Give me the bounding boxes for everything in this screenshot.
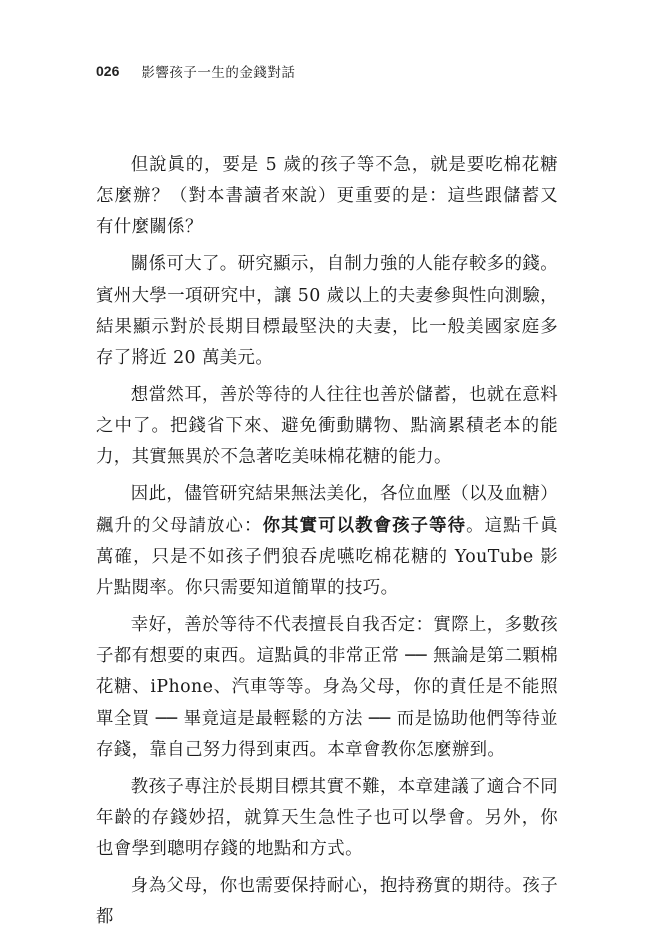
- paragraph-6: 教孩子專注於長期目標其實不難，本章建議了適合不同年齡的存錢妙招，就算天生急性子也可以學會。另外，你也會學到聰明存錢的地點和方式。: [96, 776, 558, 860]
- paragraph-4: [96, 479, 558, 604]
- running-header: [96, 60, 576, 82]
- paragraph-1: 但說眞的，要是 5 歲的孩子等不急，就是要吃棉花糖怎麼辦？（對本書讀者來說）更重要的是：這些跟儲蓄又有什麼關係？: [96, 155, 558, 238]
- paragraph-4-lead: 因此，儘管研究結果無法美化，各位血壓（以及血糖）飆升的父母請放心：: [96, 484, 558, 536]
- paragraph-4-tail: 。這點千眞萬確，只是不如孩子們狼吞虎嚥吃棉花糖的 YouTube 影片點閱率。你只需要知道簡單的技巧。: [96, 515, 558, 599]
- page-number: 026: [96, 63, 120, 79]
- paragraph-3: 想當然耳，善於等待的人往往也善於儲蓄，也就在意料之中了。把錢省下來、避免衝動購物、點滴累積老本的能力，其實無異於不急著吃美味棉花糖的能力。: [96, 385, 558, 468]
- paragraph-7: 身為父母，你也需要保持耐心，抱持務實的期待。孩子都: [96, 876, 558, 928]
- book-title: 影響孩子一生的金錢對話: [141, 65, 296, 81]
- body-text: [96, 150, 558, 934]
- emphasized-statement: 你其實可以教會孩子等待: [262, 515, 467, 536]
- paragraph-5: 幸好，善於等待不代表擅長自我否定：實際上，多數孩子都有想要的東西。這點眞的非常正常 ── 無論是第二顆棉花糖、iPhone、汽車等等。身為父母，你的責任是不能照單全買 ── 畢竟這是最輕鬆的方法 ── 而是協助他們等待並存錢，靠自己努力得到東西。本章會教你怎麼辦到。: [96, 615, 558, 760]
- paragraph-2: 關係可大了。研究顯示，自制力強的人能存較多的錢。賓州大學一項研究中，讓 50 歲以上的夫妻參與性向測驗，結果顯示對於長期目標最堅決的夫妻，比一般美國家庭多存了將近 20 萬美元。: [96, 254, 558, 369]
